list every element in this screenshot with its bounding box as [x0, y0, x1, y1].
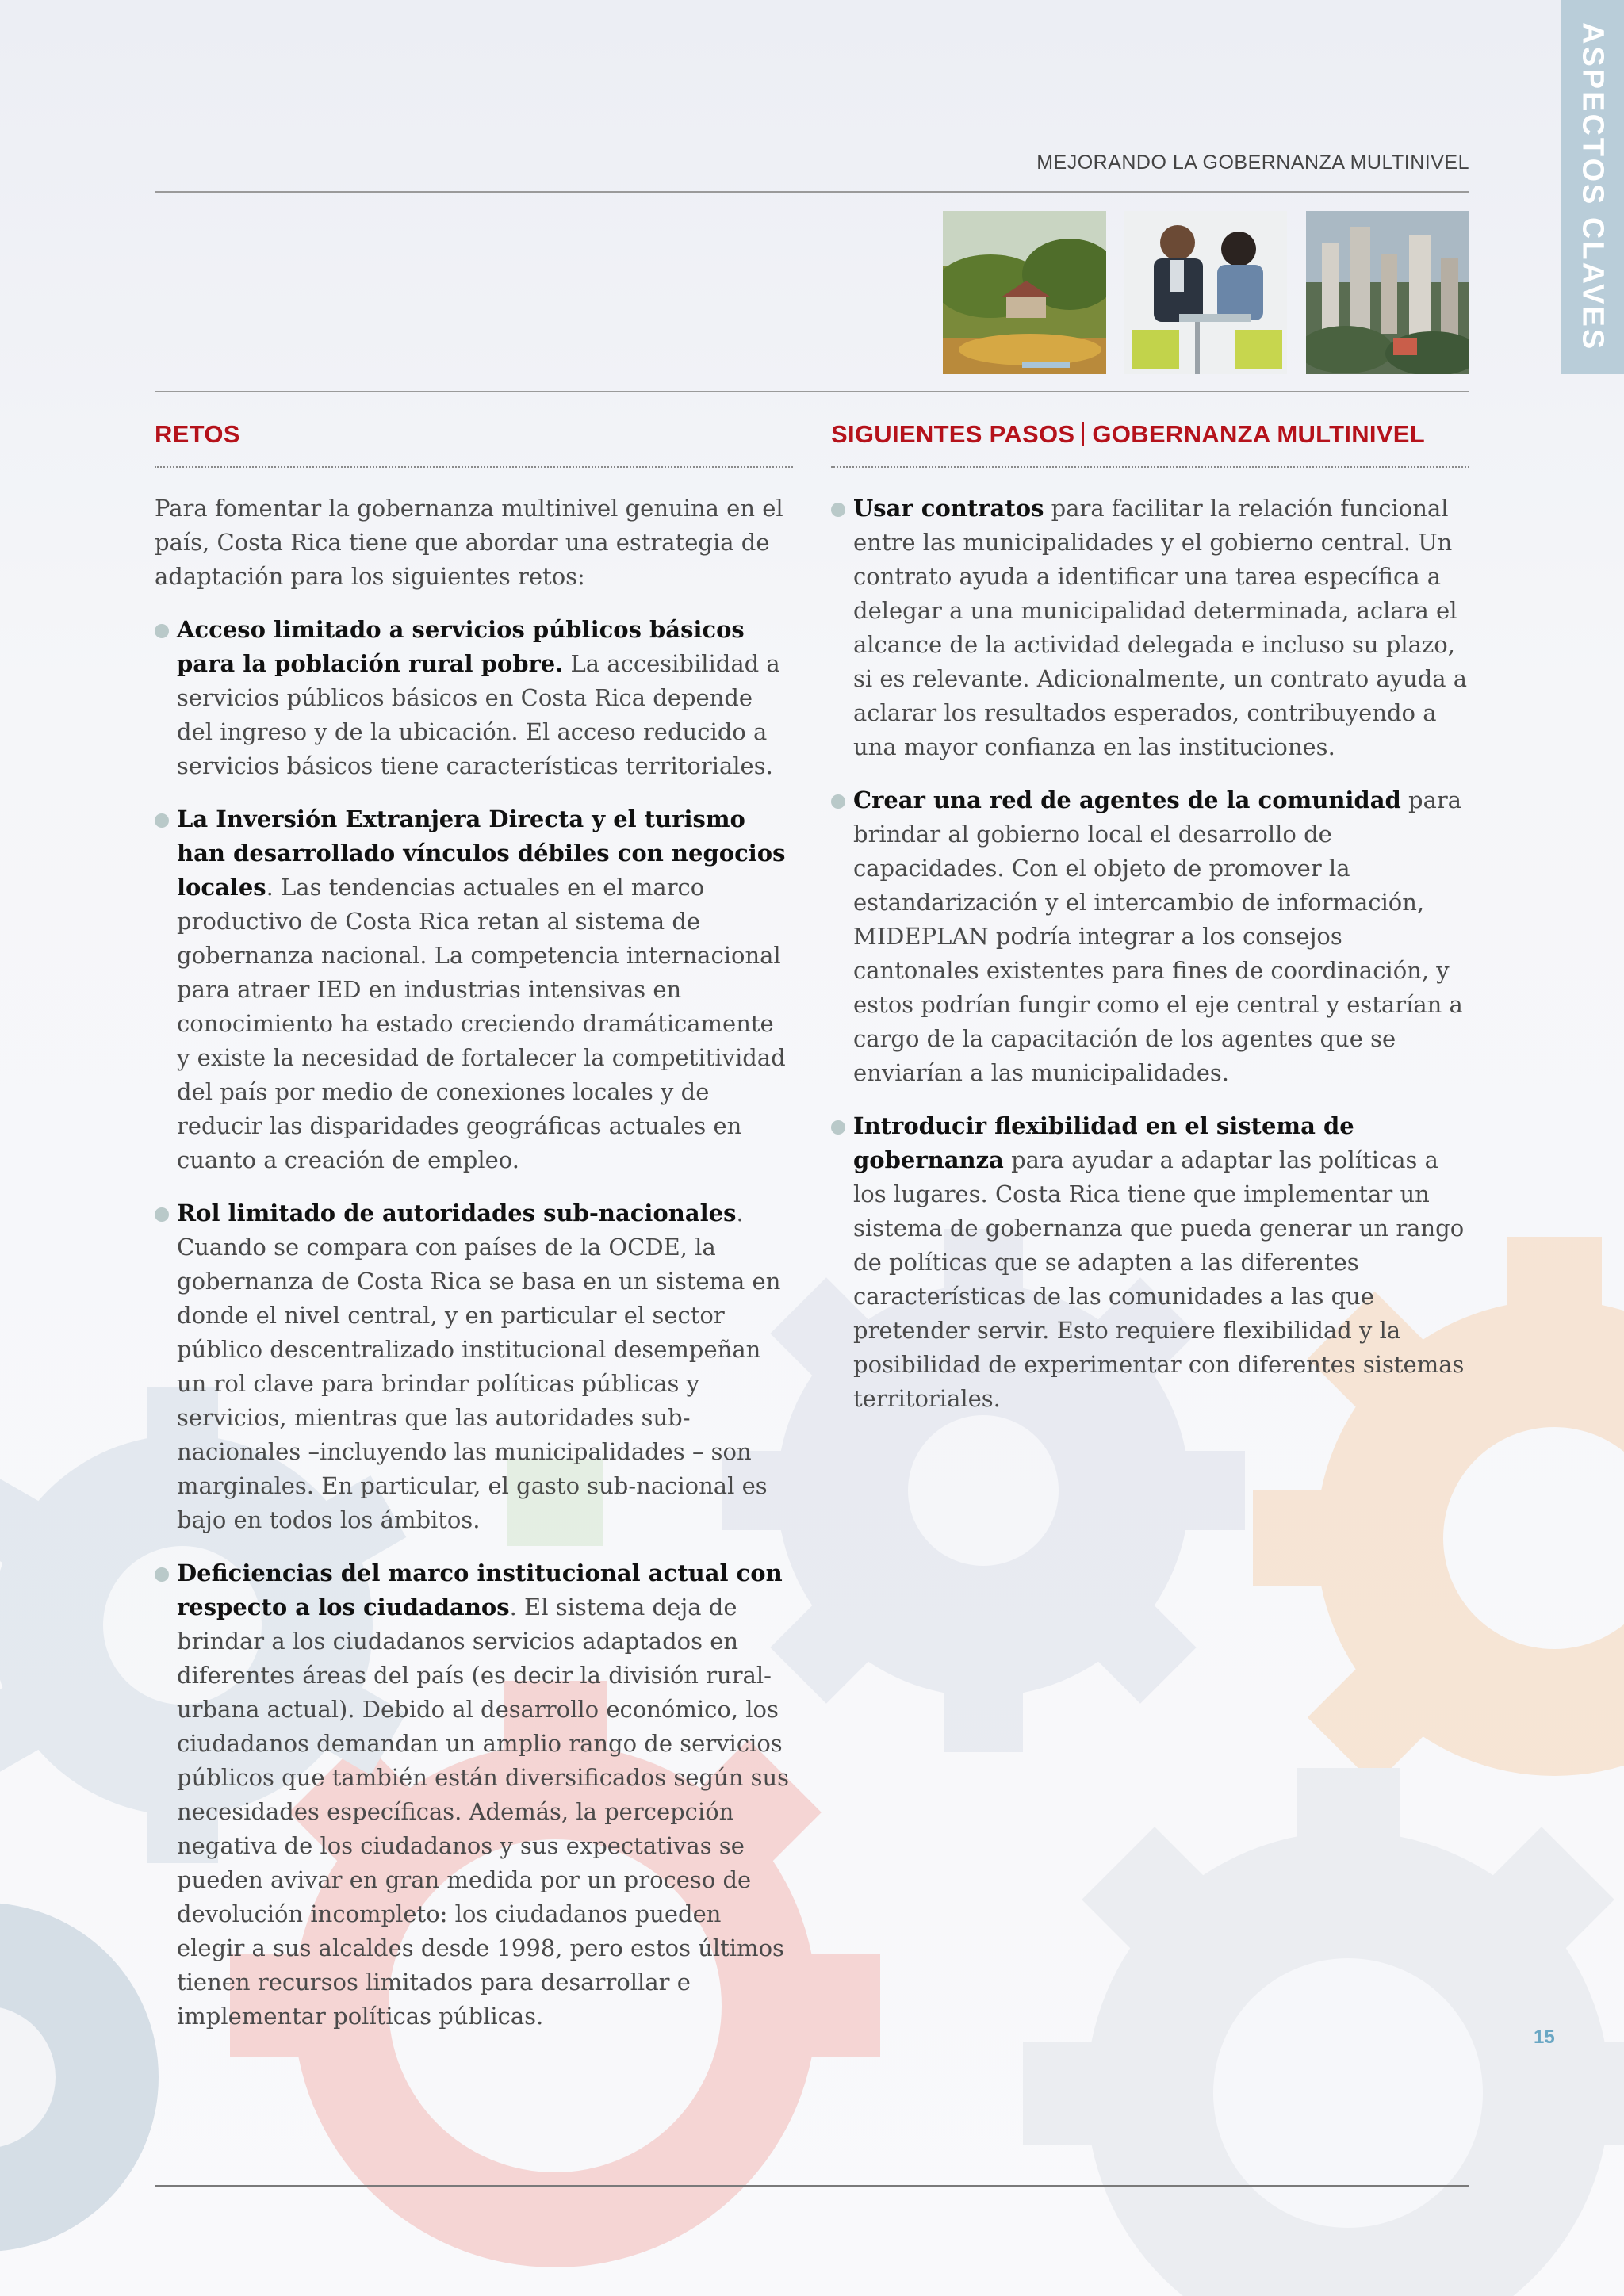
section-side-tab-label: ASPECTOS CLAVES	[1576, 22, 1610, 352]
bullet-icon	[155, 1567, 169, 1582]
retos-item-text: . El sistema deja de brindar a los ciudadanos servicios adaptados en diferentes áreas del país (es decir la división rural-urbana actual). Debido al desarrollo económico, los ciudadanos demandan un amplio rango de servicios públicos que también están diversificados según sus necesidades específicas. Además, la percepción negativa de los ciudadanos y sus expectativas se pueden avivar en gran medida por un proceso de devolución incompleto: los ciudadanos pueden elegir a sus alcaldes desde 1998, pero estos últimos tienen recursos limitados para desarrollar e implementar políticas públicas.	[177, 1594, 790, 2030]
pasos-item	[831, 783, 1469, 1090]
retos-item-heading: La Inversión Extranjera Directa y el turismo han desarrollado vínculos débiles con negocios locales	[177, 806, 786, 901]
bullet-icon	[831, 794, 845, 809]
retos-heading-divider	[155, 466, 793, 468]
bullet-icon	[831, 1120, 845, 1135]
header-rule-top	[155, 191, 1469, 193]
retos-heading: RETOS	[155, 420, 240, 448]
bullet-icon	[831, 503, 845, 517]
siguientes-pasos-heading-part-b: GOBERNANZA MULTINIVEL	[1092, 420, 1426, 448]
page-number: 15	[1534, 2026, 1555, 2048]
retos-item-text: . Las tendencias actuales en el marco productivo de Costa Rica retan al sistema de gobernanza nacional. La competencia internacional para atraer IED en industrias intensivas en conocimiento ha estado creciendo dramáticamente y existe la necesidad de fortalecer la competitividad del país por medio de conexiones locales y de reducir las disparidades geográficas actuales en cuanto a creación de empleo.	[177, 874, 786, 1173]
siguientes-pasos-heading-divider	[831, 466, 1469, 468]
pasos-item-text: para ayudar a adaptar las políticas a los lugares. Costa Rica tiene que implementar un sistema de gobernanza que pueda generar un rango de políticas que se adapten a las diferentes características de las comunidades a las que pretender servir. Esto requiere flexibilidad y la posibilidad de experimentar con diferentes sistemas territoriales.	[853, 1146, 1465, 1412]
pasos-item	[831, 492, 1469, 764]
retos-intro-paragraph: Para fomentar la gobernanza multinivel genuina en el país, Costa Rica tiene que abordar una estrategia de adaptación para los siguientes retos:	[155, 495, 783, 590]
siguientes-pasos-heading-part-a: SIGUIENTES PASOS	[831, 420, 1075, 448]
pasos-item	[831, 1109, 1469, 1416]
bullet-icon	[155, 624, 169, 638]
retos-item-text: La accesibilidad a servicios públicos básicos en Costa Rica depende del ingreso y de la ubicación. El acceso reducido a servicios básicos tiene características territoriales.	[177, 650, 780, 779]
business-meeting-photo	[1124, 211, 1287, 374]
retos-item-heading: Rol limitado de autoridades sub-nacionales	[177, 1200, 737, 1226]
pasos-item-text: para brindar al gobierno local el desarrollo de capacidades. Con el objeto de promover la estandarización y el intercambio de información, MIDEPLAN podría integrar a los consejos cantonales existentes para fines de coordinación, y estos podrían fungir como el eje central y estarían a cargo de la capacitación de los agentes que se enviarían a las municipalidades.	[853, 786, 1463, 1086]
retos-item	[155, 802, 793, 1177]
retos-item-heading: Deficiencias del marco institucional actual con respecto a los ciudadanos	[177, 1559, 783, 1621]
header-rule-bottom	[155, 391, 1469, 392]
pasos-item-heading: Usar contratos	[853, 495, 1044, 522]
retos-item-text: . Cuando se compara con países de la OCDE, la gobernanza de Costa Rica se basa en un sistema en donde el nivel central, y en particular el sector público descentralizado institucional desempeñan un rol clave para brindar políticas públicas y servicios, mientras que las autoridades sub-nacionales –incluyendo las municipalidades – son marginales. En particular, el gasto sub-nacional es bajo en todos los ámbitos.	[177, 1200, 781, 1533]
retos-column	[155, 420, 793, 2034]
heading-separator	[1082, 422, 1084, 446]
bullet-icon	[155, 1207, 169, 1222]
retos-item	[155, 613, 793, 783]
city-skyline-photo	[1306, 211, 1469, 374]
section-side-tab	[1561, 0, 1624, 374]
pasos-item-heading: Crear una red de agentes de la comunidad	[853, 786, 1401, 813]
pasos-item-heading: Introducir flexibilidad en el sistema de gobernanza	[853, 1112, 1354, 1173]
rural-landscape-photo	[943, 211, 1106, 374]
retos-item	[155, 1556, 793, 2034]
retos-item-heading: Acceso limitado a servicios públicos básicos para la población rural pobre.	[177, 616, 745, 677]
retos-item	[155, 1196, 793, 1537]
running-header-title: MEJORANDO LA GOBERNANZA MULTINIVEL	[1036, 151, 1469, 174]
bullet-icon	[155, 813, 169, 828]
pasos-item-text: para facilitar la relación funcional entre las municipalidades y el gobierno central. Un contrato ayuda a identificar una tarea específica a delegar a una municipalidad determinada, aclara el alcance de la actividad delegada e incluso su plazo, si es relevante. Adicionalmente, un contrato ayuda a aclarar los resultados esperados, contribuyendo a una mayor confianza en las instituciones.	[853, 495, 1468, 760]
siguientes-pasos-heading	[831, 420, 1469, 449]
footer-rule	[155, 2185, 1469, 2187]
siguientes-pasos-column	[831, 420, 1469, 1416]
